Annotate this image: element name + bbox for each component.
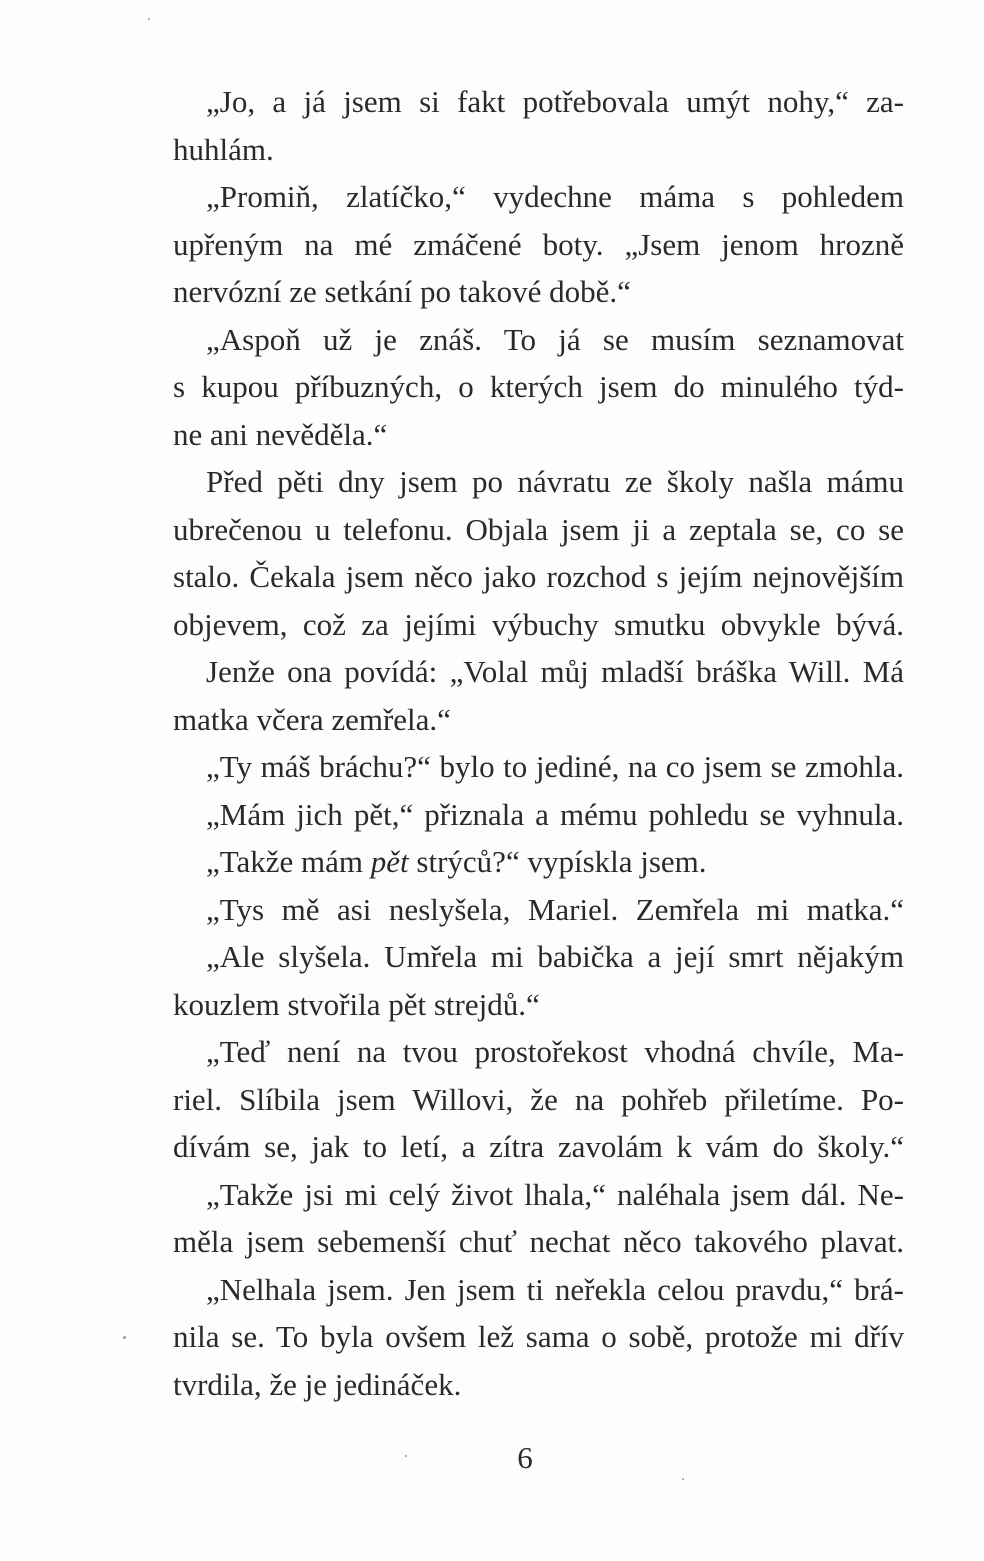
- text-line: Před pěti dny jsem po návratu ze školy našla mámu: [206, 464, 904, 499]
- dust-speck: [682, 1478, 684, 1480]
- text-line: stalo. Čekala jsem něco jako rozchod s jejím nejnovějším: [173, 559, 904, 594]
- paragraph-12: [140, 1171, 904, 1266]
- paragraph-3: [140, 316, 904, 459]
- paragraph-11: [140, 1028, 904, 1171]
- text-line: „Aspoň už je znáš. To já se musím seznamovat: [206, 321, 904, 357]
- text-line: ne ani nevěděla.“: [173, 416, 388, 452]
- text-line: nervózní ze setkání po takové době.“: [173, 274, 631, 309]
- paragraph-13: [140, 1266, 904, 1409]
- text-line: dívám se, jak to letí, a zítra zavolám k vám do školy.“: [173, 1129, 904, 1164]
- paragraph-10: [140, 933, 904, 1028]
- text-line: kouzlem stvořila pět strejdů.“: [173, 986, 540, 1022]
- text-fragment: „Takže mám: [206, 844, 371, 879]
- page-number: 6: [517, 1440, 533, 1475]
- paragraph-6: [140, 743, 904, 791]
- text-line: s kupou příbuzných, o kterých jsem do minulého týd-: [173, 369, 904, 404]
- text-line: objevem, což za jejími výbuchy smutku obvykle bývá.: [173, 606, 904, 642]
- text-line: ubrečenou u telefonu. Objala jsem ji a zeptala se, co se: [173, 511, 904, 547]
- text-line: Jenže ona povídá: „Volal můj mladší bráška Will. Má: [206, 654, 904, 689]
- text-line: tvrdila, že je jedináček.: [173, 1366, 462, 1402]
- paragraph-7: [140, 791, 904, 839]
- text-line: nila se. To byla ovšem lež sama o sobě, protože mi dřív: [173, 1319, 904, 1354]
- dust-speck: [405, 1455, 407, 1457]
- paragraph-4: [140, 458, 904, 648]
- text-line: „Ale slyšela. Umřela mi babička a její smrt nějakým: [206, 939, 904, 974]
- text-line: „Takže jsi mi celý život lhala,“ naléhala jsem dál. Ne-: [206, 1176, 904, 1212]
- text-fragment: strýců?“ vypískla jsem.: [408, 844, 707, 879]
- text-line: „Nelhala jsem. Jen jsem ti neřekla celou pravdu,“ brá-: [206, 1271, 904, 1307]
- dust-speck: [123, 1336, 126, 1339]
- body-text: [140, 78, 904, 1408]
- text-line: [140, 838, 904, 886]
- dust-speck: [148, 18, 150, 20]
- paragraph-1: [140, 78, 904, 173]
- text-line: riel. Slíbila jsem Willovi, že na pohřeb přiletíme. Po-: [173, 1081, 904, 1117]
- paragraph-9: [140, 886, 904, 934]
- text-line: „Teď není na tvou prostořekost vhodná chvíle, Ma-: [206, 1034, 904, 1069]
- text-line: měla jsem sebemenší chuť nechat něco takového plavat.: [173, 1224, 904, 1259]
- emphasized-word: pět: [370, 844, 409, 879]
- paragraph-5: [140, 648, 904, 743]
- text-line: upřeným na mé zmáčené boty. „Jsem jenom hrozně: [173, 226, 904, 262]
- text-line: „Jo, a já jsem si fakt potřebovala umýt nohy,“ za-: [206, 84, 904, 119]
- text-line: „Promiň, zlatíčko,“ vydechne máma s pohledem: [206, 179, 904, 214]
- text-line: „Tys mě asi neslyšela, Mariel. Zemřela mi matka.“: [206, 891, 904, 927]
- paragraph-8: [140, 838, 904, 886]
- paragraph-2: [140, 173, 904, 316]
- text-line: „Ty máš bráchu?“ bylo to jediné, na co jsem se zmohla.: [206, 749, 904, 784]
- text-line: matka včera zemřela.“: [173, 701, 451, 737]
- text-line: „Mám jich pět,“ přiznala a mému pohledu se vyhnula.: [206, 796, 904, 832]
- text-line: huhlám.: [173, 131, 274, 167]
